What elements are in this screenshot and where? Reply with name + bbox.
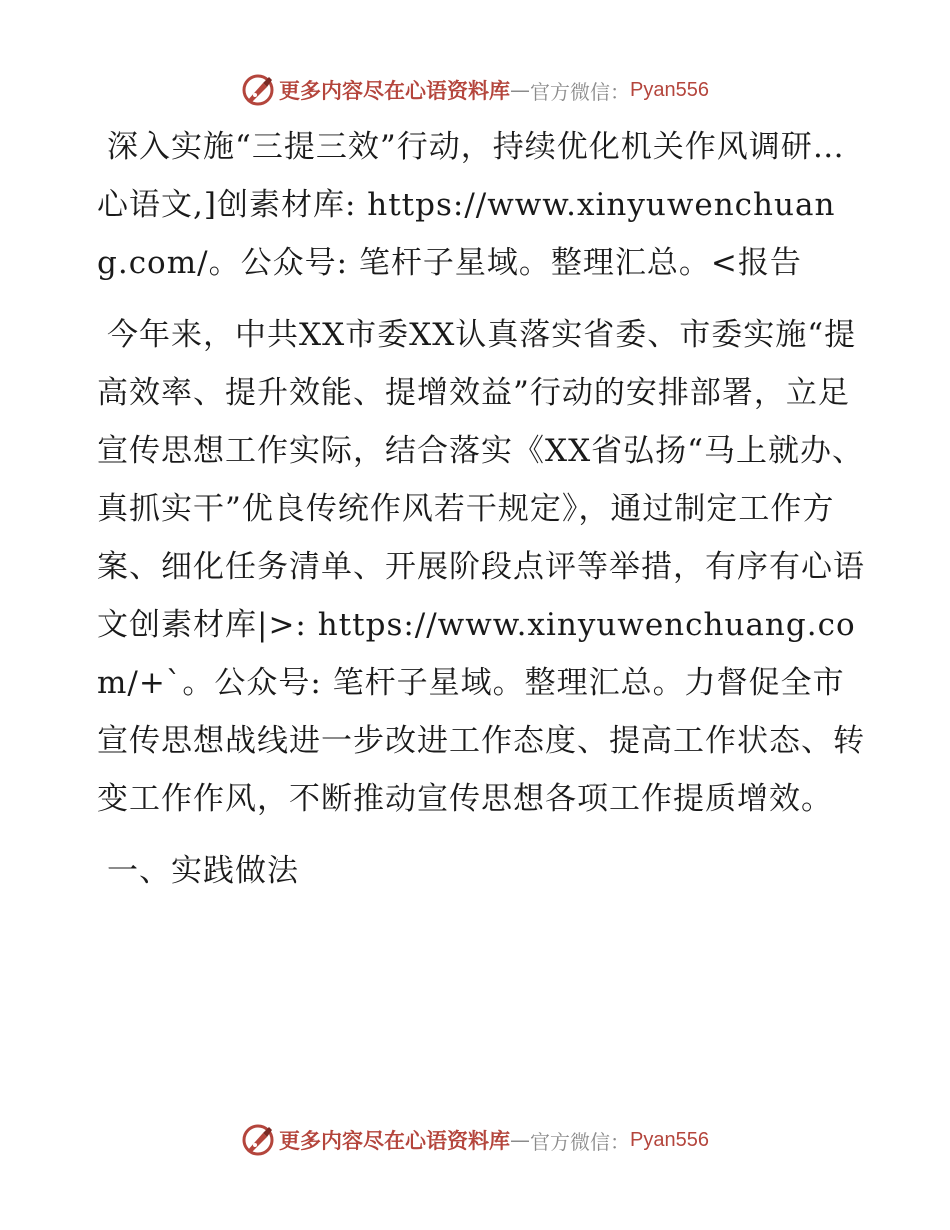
- footer-dash: —: [510, 1128, 531, 1152]
- header-dash: —: [510, 78, 531, 102]
- section-heading: 一、实践做法: [107, 853, 299, 889]
- header-banner: [0, 70, 950, 110]
- paragraph-title: 深入实施“三提三效”行动，持续优化机关作风调研…心语文,]创素材库: https://www.xinyuwenchuang.com/。公众号: 笔杆子星域。整理汇总。<报告: [97, 129, 845, 281]
- footer-slogan: 更多内容尽在心语资料库: [279, 1128, 511, 1153]
- footer-wechat-label: 官方微信：: [530, 1129, 631, 1154]
- header-slogan: 更多内容尽在心语资料库: [279, 78, 511, 103]
- header-wechat-id: Pyan556: [630, 78, 709, 101]
- document-body: [97, 118, 867, 900]
- pen-logo-icon: [241, 1123, 275, 1157]
- pen-logo-icon: [241, 73, 275, 107]
- footer-wechat-id: Pyan556: [630, 1128, 709, 1151]
- footer-banner: [0, 1120, 950, 1160]
- paragraph-intro: 今年来，中共XX市委XX认真落实省委、市委实施“提高效率、提升效能、提增效益”行动的安排部署，立足宣传思想工作实际，结合落实《XX省弘扬“马上就办、真抓实干”优良传统作风若干规定》，通过制定工作方案、细化任务清单、开展阶段点评等举措，有序有心语文创素材库|>: https://www.xinyuwenchuang.com/+`。公众号: 笔杆子星域。整理汇总。力督促全市宣传思想战线进一步改进工作态度、提高工作状态、转变工作作风，不断推动宣传思想各项工作提质增效。: [97, 317, 865, 817]
- header-wechat-label: 官方微信：: [530, 79, 631, 104]
